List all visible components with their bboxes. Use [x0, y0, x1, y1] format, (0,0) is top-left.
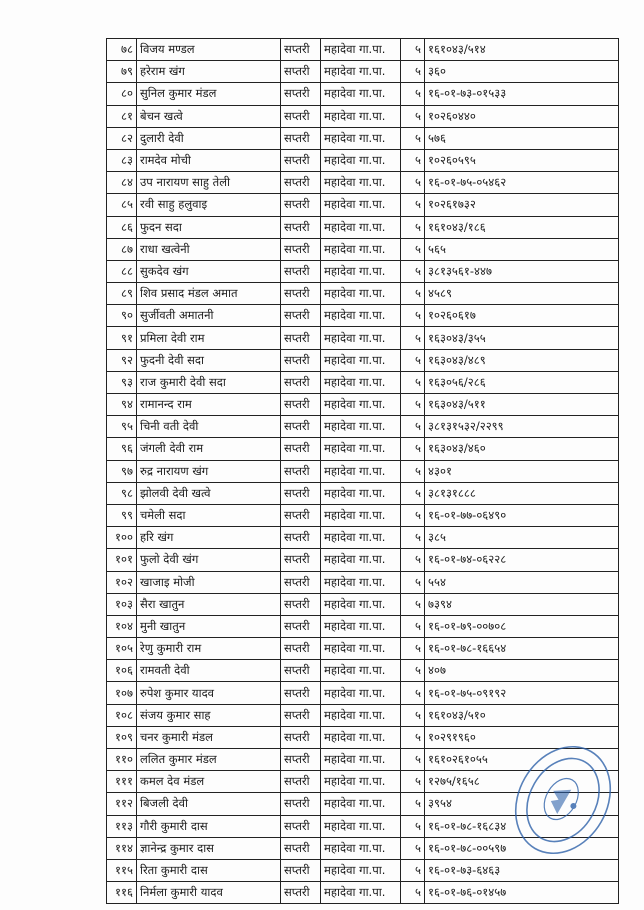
- serial-number-cell: १०६: [107, 660, 137, 682]
- district-cell: सप्तरी: [281, 394, 321, 416]
- serial-number-cell: ७८: [107, 39, 137, 61]
- name-cell: रेणु कुमारी राम: [137, 638, 281, 660]
- municipality-cell: महादेवा गा.पा.: [321, 726, 401, 748]
- serial-number-cell: ८१: [107, 105, 137, 127]
- citizenship-number-cell: १६-०१-७४-०६२२८: [425, 549, 619, 571]
- citizenship-number-cell: १६-०१-७३-६४६३: [425, 859, 619, 881]
- ward-number-cell: ५: [401, 127, 425, 149]
- citizenship-number-cell: १६-०१-७५-०९१९२: [425, 682, 619, 704]
- ward-number-cell: ५: [401, 349, 425, 371]
- serial-number-cell: १०८: [107, 704, 137, 726]
- name-cell: ज्ञानेन्द्र कुमार दास: [137, 837, 281, 859]
- municipality-cell: महादेवा गा.पा.: [321, 749, 401, 771]
- district-cell: सप्तरी: [281, 260, 321, 282]
- name-cell: रामदेव मोची: [137, 149, 281, 171]
- name-cell: गौरी कुमारी दास: [137, 815, 281, 837]
- citizenship-number-cell: १६१०४३/५१४: [425, 39, 619, 61]
- serial-number-cell: ८४: [107, 172, 137, 194]
- municipality-cell: महादेवा गा.पा.: [321, 238, 401, 260]
- municipality-cell: महादेवा गा.पा.: [321, 438, 401, 460]
- name-cell: रुद्र नारायण खंग: [137, 460, 281, 482]
- name-cell: निर्मला कुमारी यादव: [137, 882, 281, 904]
- citizenship-number-cell: ३९५४: [425, 793, 619, 815]
- citizenship-number-cell: १०२६०६१७: [425, 305, 619, 327]
- municipality-cell: महादेवा गा.पा.: [321, 660, 401, 682]
- municipality-cell: महादेवा गा.पा.: [321, 482, 401, 504]
- citizenship-number-cell: १६३०५६/२८६: [425, 371, 619, 393]
- citizenship-number-cell: १६१०२६१०५५: [425, 749, 619, 771]
- table-row: [107, 482, 619, 504]
- municipality-cell: महादेवा गा.पा.: [321, 394, 401, 416]
- citizenship-number-cell: १६३०४३/४८९: [425, 349, 619, 371]
- serial-number-cell: १०१: [107, 549, 137, 571]
- municipality-cell: महादेवा गा.पा.: [321, 527, 401, 549]
- district-cell: सप्तरी: [281, 216, 321, 238]
- citizenship-number-cell: ४५८९: [425, 283, 619, 305]
- district-cell: सप्तरी: [281, 105, 321, 127]
- district-cell: सप्तरी: [281, 615, 321, 637]
- serial-number-cell: ९०: [107, 305, 137, 327]
- ward-number-cell: ५: [401, 216, 425, 238]
- citizenship-number-cell: ५७६: [425, 127, 619, 149]
- municipality-cell: महादेवा गा.पा.: [321, 815, 401, 837]
- name-cell: रामवती देवी: [137, 660, 281, 682]
- municipality-cell: महादेवा गा.पा.: [321, 39, 401, 61]
- serial-number-cell: ९५: [107, 416, 137, 438]
- serial-number-cell: ११३: [107, 815, 137, 837]
- serial-number-cell: १००: [107, 527, 137, 549]
- municipality-cell: महादेवा गा.पा.: [321, 504, 401, 526]
- name-cell: फुलो देवी खंग: [137, 549, 281, 571]
- serial-number-cell: १०५: [107, 638, 137, 660]
- district-cell: सप्तरी: [281, 283, 321, 305]
- name-cell: सुनिल कुमार मंडल: [137, 83, 281, 105]
- serial-number-cell: ८६: [107, 216, 137, 238]
- district-cell: सप्तरी: [281, 172, 321, 194]
- name-cell: राधा खत्वेनी: [137, 238, 281, 260]
- serial-number-cell: ११०: [107, 749, 137, 771]
- district-cell: सप्तरी: [281, 371, 321, 393]
- municipality-cell: महादेवा गा.पा.: [321, 149, 401, 171]
- table-row: [107, 416, 619, 438]
- name-cell: हरेराम खंग: [137, 61, 281, 83]
- name-cell: रवी साहु हलुवाइ: [137, 194, 281, 216]
- citizenship-number-cell: ५५४: [425, 571, 619, 593]
- name-cell: दुलारी देवी: [137, 127, 281, 149]
- citizenship-number-cell: १६३०४३/५११: [425, 394, 619, 416]
- name-cell: संजय कुमार साह: [137, 704, 281, 726]
- citizenship-number-cell: १०२६१७३२: [425, 194, 619, 216]
- ward-number-cell: ५: [401, 238, 425, 260]
- municipality-cell: महादेवा गा.पा.: [321, 327, 401, 349]
- name-cell: रुपेश कुमार यादव: [137, 682, 281, 704]
- name-cell: खाजाइ मोजी: [137, 571, 281, 593]
- name-cell: सुर्जीवती अमातनी: [137, 305, 281, 327]
- ward-number-cell: ५: [401, 83, 425, 105]
- serial-number-cell: ९६: [107, 438, 137, 460]
- ward-number-cell: ५: [401, 394, 425, 416]
- name-cell: झोलवी देवी खत्वे: [137, 482, 281, 504]
- serial-number-cell: १०९: [107, 726, 137, 748]
- citizenship-number-cell: १६३०४३/४६०: [425, 438, 619, 460]
- serial-number-cell: ९१: [107, 327, 137, 349]
- district-cell: सप्तरी: [281, 682, 321, 704]
- serial-number-cell: ९३: [107, 371, 137, 393]
- table-row: [107, 859, 619, 881]
- ward-number-cell: ५: [401, 39, 425, 61]
- table-row: [107, 83, 619, 105]
- serial-number-cell: ८३: [107, 149, 137, 171]
- table-row: [107, 882, 619, 904]
- table-row: [107, 349, 619, 371]
- district-cell: सप्तरी: [281, 549, 321, 571]
- name-cell: सैरा खातुन: [137, 593, 281, 615]
- ward-number-cell: ५: [401, 149, 425, 171]
- serial-number-cell: ११५: [107, 859, 137, 881]
- municipality-cell: महादेवा गा.पा.: [321, 61, 401, 83]
- municipality-cell: महादेवा गा.पा.: [321, 593, 401, 615]
- ward-number-cell: ५: [401, 416, 425, 438]
- name-cell: बेचन खत्वे: [137, 105, 281, 127]
- name-cell: विजय मण्डल: [137, 39, 281, 61]
- district-cell: सप्तरी: [281, 39, 321, 61]
- name-cell: फुदनी देवी सदा: [137, 349, 281, 371]
- district-cell: सप्तरी: [281, 238, 321, 260]
- name-cell: सुकदेव खंग: [137, 260, 281, 282]
- table-row: [107, 638, 619, 660]
- serial-number-cell: ८९: [107, 283, 137, 305]
- municipality-cell: महादेवा गा.पा.: [321, 882, 401, 904]
- table-row: [107, 283, 619, 305]
- municipality-cell: महादेवा गा.पा.: [321, 859, 401, 881]
- ward-number-cell: ५: [401, 837, 425, 859]
- municipality-cell: महादेवा गा.पा.: [321, 83, 401, 105]
- serial-number-cell: ८२: [107, 127, 137, 149]
- serial-number-cell: ११२: [107, 793, 137, 815]
- district-cell: सप्तरी: [281, 349, 321, 371]
- citizenship-number-cell: ३८१३५६१-४४७: [425, 260, 619, 282]
- table-row: [107, 615, 619, 637]
- municipality-cell: महादेवा गा.पा.: [321, 638, 401, 660]
- municipality-cell: महादेवा गा.पा.: [321, 305, 401, 327]
- citizenship-number-cell: १६१०४३/१८६: [425, 216, 619, 238]
- ward-number-cell: ५: [401, 172, 425, 194]
- municipality-cell: महादेवा गा.पा.: [321, 615, 401, 637]
- table-row: [107, 327, 619, 349]
- municipality-cell: महादेवा गा.पा.: [321, 105, 401, 127]
- ward-number-cell: ५: [401, 549, 425, 571]
- district-cell: सप्तरी: [281, 438, 321, 460]
- serial-number-cell: ८८: [107, 260, 137, 282]
- serial-number-cell: ८७: [107, 238, 137, 260]
- table-row: [107, 127, 619, 149]
- district-cell: सप्तरी: [281, 859, 321, 881]
- table-row: [107, 394, 619, 416]
- table-row: [107, 660, 619, 682]
- district-cell: सप्तरी: [281, 815, 321, 837]
- name-cell: राज कुमारी देवी सदा: [137, 371, 281, 393]
- municipality-cell: महादेवा गा.पा.: [321, 682, 401, 704]
- ward-number-cell: ५: [401, 571, 425, 593]
- table-row: [107, 260, 619, 282]
- municipality-cell: महादेवा गा.पा.: [321, 771, 401, 793]
- name-cell: रामानन्द राम: [137, 394, 281, 416]
- district-cell: सप्तरी: [281, 726, 321, 748]
- name-cell: प्रमिला देवी राम: [137, 327, 281, 349]
- ward-number-cell: ५: [401, 371, 425, 393]
- table-row: [107, 438, 619, 460]
- table-row: [107, 105, 619, 127]
- citizenship-number-cell: १६-०१-७३-०१५३३: [425, 83, 619, 105]
- district-cell: सप्तरी: [281, 327, 321, 349]
- ward-number-cell: ५: [401, 660, 425, 682]
- citizenship-number-cell: १६-०१-७८-००५९७: [425, 837, 619, 859]
- municipality-cell: महादेवा गा.पा.: [321, 371, 401, 393]
- ward-number-cell: ५: [401, 105, 425, 127]
- citizenship-number-cell: १६-०१-७५-०५४६२: [425, 172, 619, 194]
- district-cell: सप्तरी: [281, 305, 321, 327]
- ward-number-cell: ५: [401, 327, 425, 349]
- table-row: [107, 39, 619, 61]
- table-row: [107, 504, 619, 526]
- name-cell: रिता कुमारी दास: [137, 859, 281, 881]
- ward-number-cell: ५: [401, 504, 425, 526]
- table-row: [107, 571, 619, 593]
- serial-number-cell: ७९: [107, 61, 137, 83]
- district-cell: सप्तरी: [281, 793, 321, 815]
- district-cell: सप्तरी: [281, 482, 321, 504]
- serial-number-cell: ९९: [107, 504, 137, 526]
- citizenship-number-cell: १६-०१-७९-००७०८: [425, 615, 619, 637]
- district-cell: सप्तरी: [281, 83, 321, 105]
- district-cell: सप्तरी: [281, 837, 321, 859]
- serial-number-cell: ८०: [107, 83, 137, 105]
- table-row: [107, 704, 619, 726]
- ward-number-cell: ५: [401, 682, 425, 704]
- table-row: [107, 593, 619, 615]
- municipality-cell: महादेवा गा.पा.: [321, 416, 401, 438]
- citizenship-number-cell: ५६५: [425, 238, 619, 260]
- serial-number-cell: ९४: [107, 394, 137, 416]
- district-cell: सप्तरी: [281, 638, 321, 660]
- district-cell: सप्तरी: [281, 460, 321, 482]
- citizenship-number-cell: ७३९४: [425, 593, 619, 615]
- serial-number-cell: १११: [107, 771, 137, 793]
- serial-number-cell: १०४: [107, 615, 137, 637]
- table-row: [107, 371, 619, 393]
- municipality-cell: महादेवा गा.पा.: [321, 194, 401, 216]
- district-cell: सप्तरी: [281, 771, 321, 793]
- district-cell: सप्तरी: [281, 749, 321, 771]
- municipality-cell: महादेवा गा.पा.: [321, 127, 401, 149]
- name-cell: बिजली देवी: [137, 793, 281, 815]
- name-cell: कमल देव मंडल: [137, 771, 281, 793]
- ward-number-cell: ५: [401, 859, 425, 881]
- district-cell: सप्तरी: [281, 504, 321, 526]
- name-cell: शिव प्रसाद मंडल अमात: [137, 283, 281, 305]
- table-row: [107, 149, 619, 171]
- citizenship-number-cell: ३८१३१८८८: [425, 482, 619, 504]
- ward-number-cell: ५: [401, 460, 425, 482]
- name-cell: हरि खंग: [137, 527, 281, 549]
- ward-number-cell: ५: [401, 482, 425, 504]
- table-row: [107, 460, 619, 482]
- ward-number-cell: ५: [401, 638, 425, 660]
- name-cell: उप नारायण साहु तेली: [137, 172, 281, 194]
- ward-number-cell: ५: [401, 704, 425, 726]
- district-cell: सप्तरी: [281, 660, 321, 682]
- ward-number-cell: ५: [401, 771, 425, 793]
- ward-number-cell: ५: [401, 527, 425, 549]
- table-row: [107, 238, 619, 260]
- citizenship-number-cell: १६३०४३/३५५: [425, 327, 619, 349]
- citizenship-number-cell: ३६०: [425, 61, 619, 83]
- table-row: [107, 61, 619, 83]
- district-cell: सप्तरी: [281, 149, 321, 171]
- table-row: [107, 194, 619, 216]
- ward-number-cell: ५: [401, 283, 425, 305]
- district-cell: सप्तरी: [281, 882, 321, 904]
- district-cell: सप्तरी: [281, 571, 321, 593]
- district-cell: सप्तरी: [281, 527, 321, 549]
- ward-number-cell: ५: [401, 815, 425, 837]
- ward-number-cell: ५: [401, 194, 425, 216]
- municipality-cell: महादेवा गा.पा.: [321, 216, 401, 238]
- table-row: [107, 682, 619, 704]
- municipality-cell: महादेवा गा.पा.: [321, 571, 401, 593]
- citizenship-number-cell: ४०७: [425, 660, 619, 682]
- district-cell: सप्तरी: [281, 704, 321, 726]
- municipality-cell: महादेवा गा.पा.: [321, 704, 401, 726]
- ward-number-cell: ५: [401, 793, 425, 815]
- municipality-cell: महादेवा गा.पा.: [321, 549, 401, 571]
- citizenship-number-cell: १०२६०५९५: [425, 149, 619, 171]
- serial-number-cell: १०२: [107, 571, 137, 593]
- name-cell: फुदन सदा: [137, 216, 281, 238]
- serial-number-cell: ११४: [107, 837, 137, 859]
- table-row: [107, 549, 619, 571]
- citizenship-number-cell: १६-०१-७८-१६६५४: [425, 638, 619, 660]
- table-row: [107, 216, 619, 238]
- municipality-cell: महादेवा गा.पा.: [321, 172, 401, 194]
- ward-number-cell: ५: [401, 260, 425, 282]
- name-cell: चनर कुमारी मंडल: [137, 726, 281, 748]
- name-cell: चिनी वती देवी: [137, 416, 281, 438]
- district-cell: सप्तरी: [281, 127, 321, 149]
- citizenship-number-cell: १६-०१-७६-०१४५७: [425, 882, 619, 904]
- ward-number-cell: ५: [401, 61, 425, 83]
- serial-number-cell: १०७: [107, 682, 137, 704]
- citizenship-number-cell: ४३०१: [425, 460, 619, 482]
- table-row: [107, 172, 619, 194]
- citizenship-number-cell: १०२९१९६०: [425, 726, 619, 748]
- name-cell: जंगली देवी राम: [137, 438, 281, 460]
- citizenship-number-cell: १६१०४३/५१०: [425, 704, 619, 726]
- ward-number-cell: ५: [401, 749, 425, 771]
- name-cell: चमेली सदा: [137, 504, 281, 526]
- serial-number-cell: ११६: [107, 882, 137, 904]
- ward-number-cell: ५: [401, 593, 425, 615]
- municipality-cell: महादेवा गा.पा.: [321, 260, 401, 282]
- district-cell: सप्तरी: [281, 416, 321, 438]
- citizenship-number-cell: १२७५/१६५८: [425, 771, 619, 793]
- ward-number-cell: ५: [401, 615, 425, 637]
- ward-number-cell: ५: [401, 438, 425, 460]
- municipality-cell: महादेवा गा.पा.: [321, 283, 401, 305]
- name-cell: ललित कुमार मंडल: [137, 749, 281, 771]
- serial-number-cell: ९२: [107, 349, 137, 371]
- municipality-cell: महादेवा गा.पा.: [321, 837, 401, 859]
- table-row: [107, 527, 619, 549]
- municipality-cell: महादेवा गा.पा.: [321, 793, 401, 815]
- serial-number-cell: ९८: [107, 482, 137, 504]
- municipality-cell: महादेवा गा.पा.: [321, 460, 401, 482]
- serial-number-cell: ८५: [107, 194, 137, 216]
- ward-number-cell: ५: [401, 305, 425, 327]
- district-cell: सप्तरी: [281, 61, 321, 83]
- district-cell: सप्तरी: [281, 194, 321, 216]
- ward-number-cell: ५: [401, 726, 425, 748]
- serial-number-cell: १०३: [107, 593, 137, 615]
- ward-number-cell: ५: [401, 882, 425, 904]
- district-cell: सप्तरी: [281, 593, 321, 615]
- serial-number-cell: ९७: [107, 460, 137, 482]
- citizenship-number-cell: १६-०१-७७-०६४९०: [425, 504, 619, 526]
- citizenship-number-cell: ३८५: [425, 527, 619, 549]
- citizenship-number-cell: १६-०१-७८-१६८३४: [425, 815, 619, 837]
- citizenship-number-cell: ३८१३१५३२/२२९९: [425, 416, 619, 438]
- table-row: [107, 305, 619, 327]
- citizenship-number-cell: १०२६०४४०: [425, 105, 619, 127]
- municipality-cell: महादेवा गा.पा.: [321, 349, 401, 371]
- name-cell: मुनी खातुन: [137, 615, 281, 637]
